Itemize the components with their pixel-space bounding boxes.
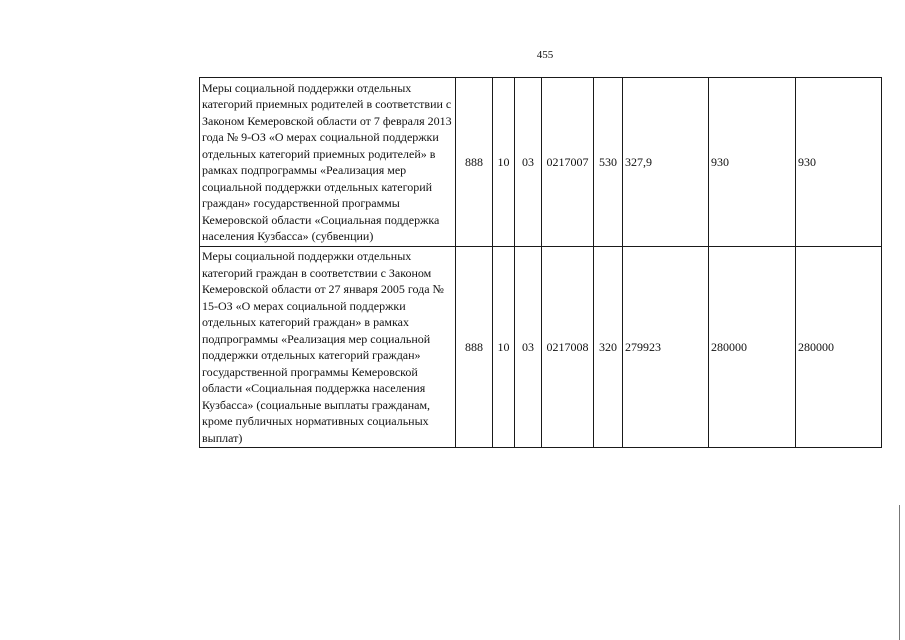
expense-type-code: 320 <box>594 247 623 448</box>
amount-2: 930 <box>709 78 796 247</box>
section-code: 10 <box>493 247 515 448</box>
scan-edge-line <box>899 505 900 640</box>
budget-table <box>199 77 882 448</box>
target-article-code: 0217008 <box>542 247 594 448</box>
amount-2: 280000 <box>709 247 796 448</box>
section-code: 10 <box>493 78 515 247</box>
target-article-code: 0217007 <box>542 78 594 247</box>
subsection-code: 03 <box>515 247 542 448</box>
ministry-code: 888 <box>456 78 493 247</box>
row-description: Меры социальной поддержки отдельных категорий граждан в соответствии с Законом Кемеровской области от 27 января 2005 года № 15-ОЗ «О мерах социальной поддержки отдельных категорий граждан» в рамках подпрограммы «Реализация мер социальной поддержки отдельных категорий граждан» государственной программы Кемеровской области «Социальная поддержка населения Кузбасса» (социальные выплаты гражданам, кроме публичных нормативных социальных выплат) <box>200 247 456 448</box>
table-row <box>200 78 882 247</box>
page-number: 455 <box>536 49 554 61</box>
table-row <box>200 247 882 448</box>
subsection-code: 03 <box>515 78 542 247</box>
expense-type-code: 530 <box>594 78 623 247</box>
amount-1: 279923 <box>623 247 709 448</box>
row-description: Меры социальной поддержки отдельных категорий приемных родителей в соответствии с Законом Кемеровской области от 7 февраля 2013 года № 9-ОЗ «О мерах социальной поддержки отдельных категорий приемных родителей» в рамках подпрограммы «Реализация мер социальной поддержки отдельных категорий граждан» государственной программы Кемеровской области «Социальная поддержка населения Кузбасса» (субвенции) <box>200 78 456 247</box>
amount-3: 280000 <box>796 247 882 448</box>
ministry-code: 888 <box>456 247 493 448</box>
amount-3: 930 <box>796 78 882 247</box>
amount-1: 327,9 <box>623 78 709 247</box>
